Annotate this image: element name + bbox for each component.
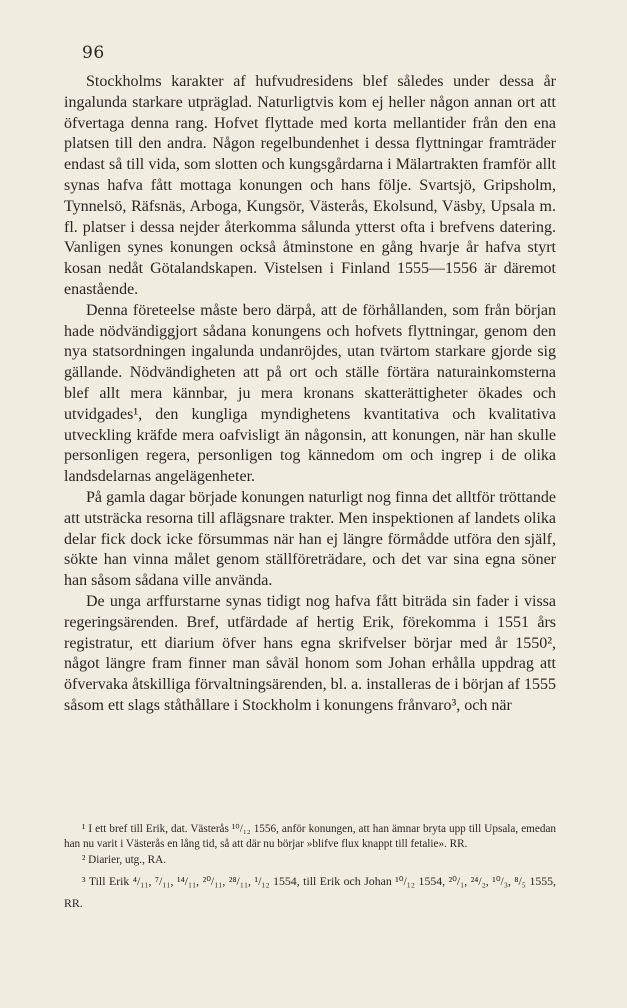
footnotes [64, 822, 556, 915]
page-number: 96 [82, 43, 105, 63]
paragraph: På gamla dagar började konungen naturligt nog finna det alltför tröttande att utsträcka resorna till aflägsnare trakter. Men inspektionen af landets olika delar fick dock icke försummas när han ej längre förmådde utföra den själf, sökte han vinna målet genom ställföreträdare, och det var sina egna söner han såsom sådana ville använda. [64, 488, 556, 590]
footnote: ¹ I ett bref till Erik, dat. Västerås ¹⁰/₁₂ 1556, anför konungen, att han ämnar bryta upp till Upsala, emedan han nu varit i Västerås en lång tid, så att där nu börjar »blifve flux knappt till fetalie». RR. [64, 823, 556, 851]
paragraph: Denna företeelse måste bero därpå, att de förhållanden, som från början hade nödvändiggjort sådana konungens och hofvets flyttningar, genom den nya statsordningen ingalunda undanröjdes, utan tvärtom starkare gjorde sig gällande. Nödvändigheten att på ort och ställe förtära naturainkomsterna blef allt mera kännbar, ju mera kronans skatterättigheter ökades och utvidgades¹, den kungliga myndighetens kvantitativa och kvalitativa utveckling kräfde mera oafvisligt än någonsin, att konungen, när han skulle personligen regera, personligen tog kännedom om och ingrep i de olika landsdelarnas angelägenheter. [64, 301, 556, 486]
footnote: ³ Till Erik ⁴/₁₁, ⁷/₁₁, ¹⁴/₁₁, ²⁰/₁₁, ²⁸/₁₁, ¹/₁₂ 1554, till Erik och Johan ¹⁰/₁₂ 1554, ²⁰/₁, ²⁴/₂, ¹⁰/₃, ⁸/₅ 1555, RR. [64, 873, 556, 910]
footnote: ² Diarier, utg., RA. [82, 854, 166, 867]
paragraph: De unga arffurstarne synas tidigt nog hafva fått biträda sin fader i vissa regeringsärenden. Bref, utfärdade af hertig Erik, förekomma i 1551 års registratur, ett diarium öfver hans egna skrifvelser börjar med år 1550², något längre fram finner man såväl honom som Johan erhålla uppdrag att öfvervaka åtskilliga förvaltningsärenden, bl. a. installeras de i början af 1555 såsom ett slags ståthållare i Stockholm i konungens frånvaro³, och när [64, 592, 556, 714]
main-text [64, 72, 556, 717]
paragraph: Stockholms karakter af hufvudresidens blef således under dessa år ingalunda starkare utpräglad. Naturligtvis kom ej heller någon annan ort att öfvertaga denna rang. Hofvet flyttade med korta mellantider från den ena platsen till den andra. Någon regelbundenhet i dessa flyttningar framträder endast så till vida, som slotten och kungsgårdarna i Mälartrakten framför allt synas hafva fått mottaga konungen och hans följe. Svartsjö, Gripsholm, Tynnelsö, Räfsnäs, Arboga, Kungsör, Västerås, Ekolsund, Väsby, Upsala m. fl. platser i dessa nejder återkomma sålunda ytterst ofta i brefvens datering. Vanligen synes konungen också åtminstone en gång hvarje år hafva styrt kosan nedåt Götalandskapen. Vistelsen i Finland 1555—1556 är däremot enastående. [64, 73, 556, 298]
